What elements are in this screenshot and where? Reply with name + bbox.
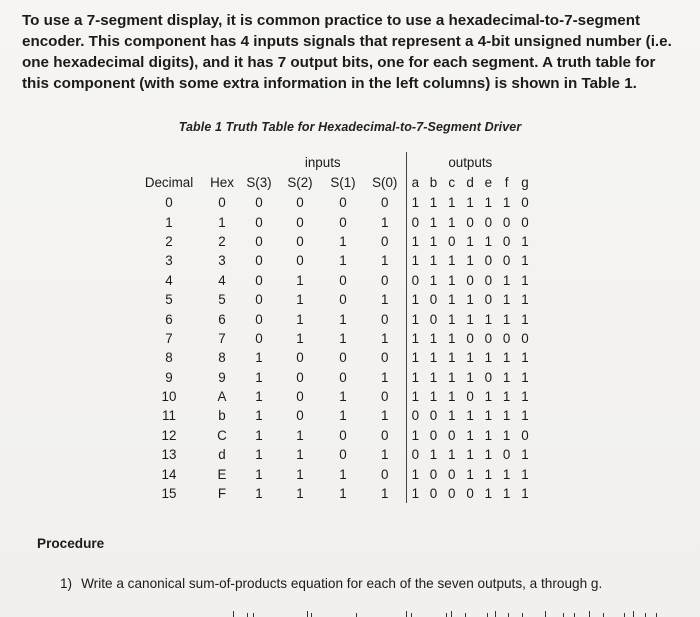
table-cell: 2 <box>218 233 226 249</box>
table-cell: 0 <box>339 350 347 366</box>
table-cell: 1 <box>339 253 347 269</box>
table-cell: 0 <box>296 195 304 211</box>
table-cell: 0 <box>381 311 389 327</box>
table-cell: 0 <box>448 233 456 249</box>
table-cell: 8 <box>165 350 173 366</box>
table-cell: 1 <box>381 447 389 463</box>
table-row <box>134 290 534 309</box>
table-cell: 0 <box>466 272 474 288</box>
table-cell: 1 <box>448 214 456 230</box>
table-cell: 1 <box>521 253 529 269</box>
table-cell: 1 <box>448 447 456 463</box>
table-cell: 0 <box>466 330 474 346</box>
table-cell: 1 <box>339 389 347 405</box>
table-cell: 0 <box>255 272 263 288</box>
table-cell: 1 <box>429 389 438 405</box>
table-cell: 0 <box>381 389 389 405</box>
step-text: Write a canonical sum-of-products equation for each of the seven outputs, a through g. <box>81 576 603 591</box>
glyph-fragment <box>508 613 509 617</box>
table-cell: 7 <box>165 330 173 346</box>
table-cell: 1 <box>521 311 529 327</box>
table-cell: 1 <box>521 369 529 385</box>
table-cell: 1 <box>381 486 389 502</box>
column-header: S(0) <box>372 175 398 190</box>
glyph-fragment <box>247 613 248 617</box>
table-cell: 1 <box>502 272 511 288</box>
column-header: c <box>448 175 456 190</box>
table-cell: 1 <box>466 311 474 327</box>
table-cell: 0 <box>406 406 424 425</box>
table-cell: 1 <box>255 408 263 424</box>
table-cell: 5 <box>165 292 173 308</box>
table-cell: 0 <box>381 233 389 249</box>
table-cell: 0 <box>381 350 389 366</box>
table-cell: 15 <box>161 486 177 502</box>
table-cell: 1 <box>381 369 389 385</box>
table-cell: 1 <box>521 486 529 502</box>
table-cell: 1 <box>381 408 389 424</box>
glyph-fragment <box>574 613 575 617</box>
glyph-fragment <box>563 613 564 617</box>
table-cell: 1 <box>406 348 424 367</box>
table-cell: A <box>217 389 227 405</box>
table-row <box>134 193 534 212</box>
table-cell: 1 <box>448 311 456 327</box>
table-cell: 0 <box>429 486 438 502</box>
table-cell: 0 <box>296 408 304 424</box>
glyph-fragment <box>603 613 604 617</box>
table-cell: 1 <box>255 369 263 385</box>
table-row <box>134 329 534 348</box>
table-cell: 4 <box>218 272 226 288</box>
table-cell: 1 <box>339 466 347 482</box>
table-cell: 1 <box>296 447 304 463</box>
table-cell: 1 <box>502 195 511 211</box>
table-cell: 6 <box>218 311 226 327</box>
table-cell: 1 <box>429 369 438 385</box>
table-cell: 1 <box>296 466 304 482</box>
table-cell: 1 <box>429 253 438 269</box>
table-cell: 0 <box>255 214 263 230</box>
glyph-fragment <box>465 613 466 617</box>
table-cell: 0 <box>339 214 347 230</box>
table-cell: 0 <box>448 427 456 443</box>
table-cell: 1 <box>502 408 511 424</box>
column-header: f <box>504 175 509 190</box>
table-cell: 1 <box>429 233 438 249</box>
table-cell: 13 <box>161 447 177 463</box>
blank-header <box>134 152 240 172</box>
table-cell: 1 <box>339 408 347 424</box>
outputs-group-header: outputs <box>406 152 534 172</box>
inputs-group-header: inputs <box>304 154 341 170</box>
table-cell: 0 <box>466 214 474 230</box>
table-cell: 1 <box>484 427 493 443</box>
table-cell: 1 <box>406 426 424 445</box>
table-cell: 1 <box>484 447 493 463</box>
table-cell: 1 <box>406 387 424 406</box>
glyph-fragment <box>656 613 657 617</box>
table-cell: 1 <box>521 408 529 424</box>
table-cell: 1 <box>381 214 389 230</box>
table-cell: 1 <box>165 214 173 230</box>
table-cell: 0 <box>255 195 263 211</box>
table-cell: 0 <box>521 214 529 230</box>
table-cell: 0 <box>165 195 173 211</box>
table-caption: Table 1 Truth Table for Hexadecimal-to-7-Segment Driver <box>178 120 522 134</box>
table-cell: 1 <box>484 311 493 327</box>
table-cell: 1 <box>466 427 474 443</box>
table-cell: 10 <box>161 389 177 405</box>
table-cell: 0 <box>406 445 424 464</box>
table-cell: 0 <box>502 447 511 463</box>
column-header-row <box>134 172 534 193</box>
table-cell: 1 <box>406 290 424 309</box>
column-header: Hex <box>210 175 234 190</box>
column-header: a <box>406 172 424 193</box>
table-cell: 1 <box>406 464 424 483</box>
table-cell: 1 <box>406 193 424 212</box>
table-cell: 1 <box>296 272 304 288</box>
table-cell: 1 <box>484 389 493 405</box>
table-cell: 0 <box>484 272 493 288</box>
table-cell: 1 <box>521 389 529 405</box>
table-cell: 9 <box>218 369 226 385</box>
table-cell: 6 <box>165 311 173 327</box>
table-cell: 1 <box>255 447 263 463</box>
table-row <box>134 368 534 387</box>
table-cell: 0 <box>339 292 347 308</box>
table-cell: 1 <box>429 214 438 230</box>
table-cell: 0 <box>406 271 424 290</box>
table-cell: 0 <box>521 195 529 211</box>
table-cell: 1 <box>381 253 389 269</box>
table-cell: 0 <box>339 272 347 288</box>
intro-paragraph: To use a 7-segment display, it is common practice to use a hexadecimal-to-7-segment encoder. This component has 4 inputs signals that represent a 4-bit unsigned number (i.e. one hexadecimal digits), and it has 7 output bits, one for each segment. A truth table for this component (with some extra information in the left columns) is shown in Table 1. <box>22 12 672 92</box>
table-cell: 1 <box>429 447 438 463</box>
table-cell: 0 <box>381 466 389 482</box>
table-cell: 0 <box>255 233 263 249</box>
table-cell: 1 <box>484 350 493 366</box>
table-cell: 1 <box>466 253 474 269</box>
glyph-fragment <box>545 611 546 617</box>
column-header: e <box>484 175 493 190</box>
table-row <box>134 232 534 251</box>
table-cell: 0 <box>296 389 304 405</box>
table-cell: 1 <box>381 292 389 308</box>
table-row <box>134 251 534 270</box>
table-cell: 1 <box>466 292 474 308</box>
glyph-fragment <box>311 613 312 617</box>
glyph-fragment <box>356 613 357 617</box>
table-cell: 1 <box>381 330 389 346</box>
table-cell: 1 <box>339 311 347 327</box>
table-cell: 0 <box>502 233 511 249</box>
table-cell: 11 <box>162 408 176 424</box>
table-cell: 1 <box>448 330 456 346</box>
table-cell: 0 <box>502 330 511 346</box>
table-cell: 1 <box>521 292 529 308</box>
table-cell: 1 <box>339 486 347 502</box>
table-cell: 0 <box>296 233 304 249</box>
table-cell: 0 <box>339 195 347 211</box>
table-cell: 1 <box>502 486 511 502</box>
table-cell: C <box>217 427 227 443</box>
table-cell: 0 <box>484 253 493 269</box>
table-cell: 1 <box>448 253 456 269</box>
table-cell: 0 <box>448 466 456 482</box>
table-row <box>134 464 534 483</box>
table-cell: 1 <box>429 195 438 211</box>
table-cell: 0 <box>406 212 424 231</box>
table-cell: 9 <box>165 369 173 385</box>
glyph-fragment <box>451 611 452 617</box>
glyph-fragment <box>522 613 523 617</box>
table-cell: d <box>218 447 226 463</box>
table-cell: 0 <box>429 292 438 308</box>
table-cell: b <box>218 408 226 424</box>
truth-table <box>134 152 534 503</box>
glyph-fragment <box>406 611 407 617</box>
table-cell: 0 <box>484 369 493 385</box>
table-cell: 1 <box>448 389 456 405</box>
table-cell: 1 <box>466 233 474 249</box>
table-cell: 2 <box>165 233 173 249</box>
table-row <box>134 426 534 445</box>
table-cell: 7 <box>218 330 226 346</box>
table-cell: 1 <box>296 311 304 327</box>
table-cell: 0 <box>484 292 493 308</box>
table-cell: 1 <box>502 350 511 366</box>
table-cell: 1 <box>429 350 438 366</box>
table-cell: 1 <box>484 195 493 211</box>
table-cell: 1 <box>448 292 456 308</box>
cut-off-text-fragment <box>225 606 665 617</box>
glyph-fragment <box>633 611 634 617</box>
procedure-step-1 <box>60 576 602 591</box>
table-cell: E <box>217 466 227 482</box>
glyph-fragment <box>487 613 488 617</box>
table-cell: 1 <box>406 251 424 270</box>
table-cell: 0 <box>381 272 389 288</box>
glyph-fragment <box>233 611 234 617</box>
glyph-fragment <box>446 613 447 617</box>
table-cell: 0 <box>255 253 263 269</box>
table-body <box>134 193 534 503</box>
table-cell: 1 <box>255 466 263 482</box>
table-cell: 1 <box>406 309 424 328</box>
table-cell: 0 <box>339 369 347 385</box>
table-row <box>134 445 534 464</box>
table-cell: 1 <box>521 466 529 482</box>
table-cell: 8 <box>218 350 226 366</box>
table-cell: 1 <box>466 350 474 366</box>
table-row <box>134 484 534 503</box>
table-cell: 0 <box>339 427 347 443</box>
column-header: Decimal <box>144 175 194 190</box>
column-header: S(3) <box>246 175 272 190</box>
glyph-fragment <box>589 611 590 617</box>
step-number: 1) <box>60 576 73 591</box>
table-cell: 0 <box>429 427 438 443</box>
table-cell: 1 <box>255 389 263 405</box>
table-cell: 0 <box>429 466 438 482</box>
glyph-fragment <box>307 611 308 617</box>
table-cell: 1 <box>448 272 456 288</box>
table-cell: 1 <box>255 486 263 502</box>
table-cell: 1 <box>502 466 511 482</box>
column-header: g <box>521 175 529 190</box>
table-cell: 0 <box>381 427 389 443</box>
table-cell: 3 <box>165 253 173 269</box>
table-cell: 1 <box>466 408 474 424</box>
table-cell: 0 <box>296 369 304 385</box>
table-cell: 1 <box>466 369 474 385</box>
table-cell: 1 <box>484 408 493 424</box>
procedure-heading: Procedure <box>37 536 105 551</box>
table-cell: 0 <box>339 447 347 463</box>
table-cell: 1 <box>502 292 511 308</box>
table-cell: 1 <box>502 427 511 443</box>
table-cell: 1 <box>406 329 424 348</box>
table-cell: 1 <box>339 330 347 346</box>
column-header: d <box>466 175 474 190</box>
table-cell: 14 <box>161 466 177 482</box>
table-cell: 1 <box>448 369 456 385</box>
table-cell: 5 <box>218 292 226 308</box>
table-cell: 1 <box>296 292 304 308</box>
table-cell: 1 <box>484 466 493 482</box>
table-cell: 0 <box>502 214 511 230</box>
table-cell: 1 <box>466 447 474 463</box>
table-cell: 1 <box>484 486 493 502</box>
table-cell: 0 <box>521 330 529 346</box>
table-row <box>134 387 534 406</box>
table-cell: 0 <box>255 311 263 327</box>
table-cell: 1 <box>484 233 493 249</box>
table-cell: F <box>217 486 227 502</box>
table-cell: 0 <box>381 195 389 211</box>
table-cell: 1 <box>429 272 438 288</box>
table-cell: 1 <box>296 427 304 443</box>
table-cell: 4 <box>165 272 173 288</box>
glyph-fragment <box>253 613 254 617</box>
column-header: S(1) <box>330 175 356 190</box>
table-cell: 0 <box>255 292 263 308</box>
table-cell: 1 <box>296 486 304 502</box>
table-cell: 0 <box>448 486 456 502</box>
table-cell: 1 <box>466 195 474 211</box>
table-cell: 1 <box>255 427 263 443</box>
table-cell: 0 <box>521 427 529 443</box>
table-cell: 1 <box>502 369 511 385</box>
table-cell: 1 <box>502 389 511 405</box>
table-cell: 0 <box>296 350 304 366</box>
table-cell: 1 <box>218 214 226 230</box>
table-cell: 0 <box>429 311 438 327</box>
table-cell: 0 <box>484 330 493 346</box>
table-cell: 1 <box>448 350 456 366</box>
table-cell: 0 <box>466 486 474 502</box>
glyph-fragment <box>411 613 412 617</box>
column-header: b <box>429 175 438 190</box>
table-cell: 1 <box>429 330 438 346</box>
glyph-fragment <box>624 613 625 617</box>
column-header: S(2) <box>287 175 313 190</box>
table-cell: 1 <box>406 368 424 387</box>
table-cell: 1 <box>466 466 474 482</box>
table-cell: 1 <box>448 195 456 211</box>
table-row <box>134 212 534 231</box>
table-row <box>134 271 534 290</box>
table-cell: 3 <box>218 253 226 269</box>
table-cell: 1 <box>296 330 304 346</box>
table-cell: 0 <box>255 330 263 346</box>
table-cell: 1 <box>406 484 424 503</box>
table-cell: 1 <box>406 232 424 251</box>
table-cell: 1 <box>521 447 529 463</box>
table-cell: 1 <box>521 233 529 249</box>
table-cell: 0 <box>466 389 474 405</box>
table-cell: 0 <box>296 214 304 230</box>
table-cell: 1 <box>255 350 263 366</box>
table-row <box>134 348 534 367</box>
glyph-fragment <box>645 613 646 617</box>
table-row <box>134 406 534 425</box>
table-cell: 1 <box>521 350 529 366</box>
table-cell: 12 <box>161 427 177 443</box>
table-cell: 0 <box>484 214 493 230</box>
table-cell: 0 <box>296 253 304 269</box>
glyph-fragment <box>495 611 496 617</box>
table-cell: 1 <box>521 272 529 288</box>
table-cell: 1 <box>339 233 347 249</box>
table-cell: 0 <box>218 195 226 211</box>
table-cell: 0 <box>429 408 438 424</box>
table-row <box>134 309 534 328</box>
table-cell: 0 <box>502 253 511 269</box>
table-cell: 1 <box>502 311 511 327</box>
table-cell: 1 <box>448 408 456 424</box>
